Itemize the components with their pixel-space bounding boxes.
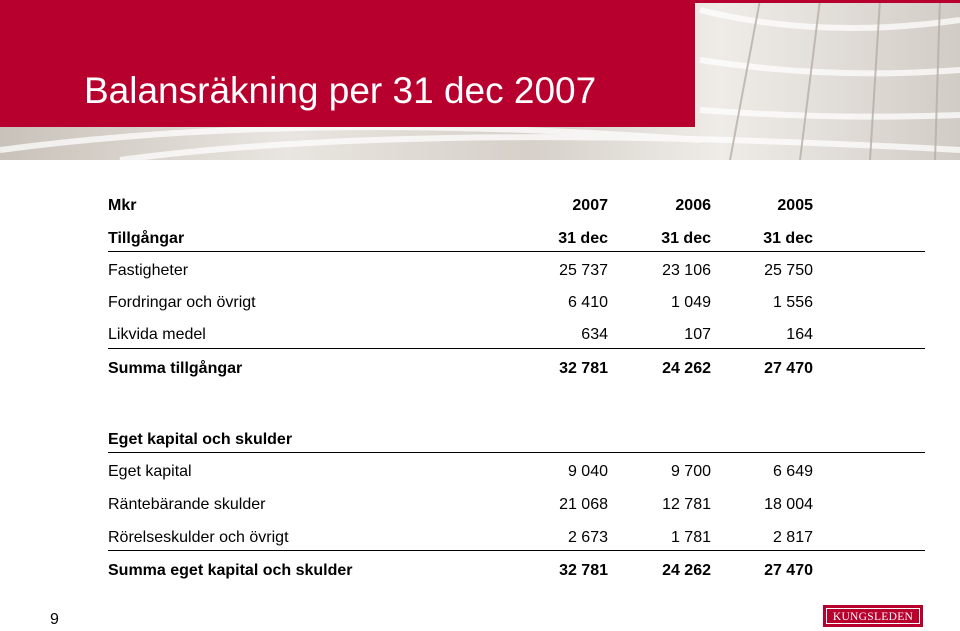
table-row [108, 262, 925, 286]
cell-2007: 2 673 [567, 529, 608, 546]
year-col-1: 2007 [572, 197, 608, 214]
page-number: 9 [50, 611, 59, 628]
cell-2006: 9 700 [670, 463, 711, 480]
cell-2006: 107 [684, 326, 711, 343]
table-row [108, 326, 925, 350]
cell-2006: 23 106 [662, 262, 711, 279]
cell-2006: 1 049 [670, 294, 711, 311]
cell-2007: 21 068 [559, 496, 608, 513]
cell-2007: 32 781 [559, 562, 608, 579]
year-col-3: 2005 [777, 197, 813, 214]
table-row [108, 294, 925, 318]
table-row [108, 496, 925, 520]
cell-2005: 25 750 [764, 262, 813, 279]
row-label: Fordringar och övrigt [108, 294, 256, 311]
row-label: Rörelseskulder och övrigt [108, 529, 289, 546]
cell-2005: 2 817 [772, 529, 813, 546]
date-col-2: 31 dec [661, 230, 711, 247]
year-col-2: 2006 [675, 197, 711, 214]
cell-2005: 1 556 [772, 294, 813, 311]
divider [108, 550, 925, 551]
cell-2005: 27 470 [764, 562, 813, 579]
total-row-assets [108, 360, 925, 384]
unit-label: Mkr [108, 197, 137, 214]
cell-2007: 32 781 [559, 360, 608, 377]
row-label: Summa tillgångar [108, 360, 243, 377]
row-label: Fastigheter [108, 262, 189, 279]
table-row [108, 463, 925, 487]
date-col-1: 31 dec [558, 230, 608, 247]
cell-2007: 6 410 [567, 294, 608, 311]
row-label: Likvida medel [108, 326, 206, 343]
logo-text: KUNGSLEDEN [826, 608, 920, 624]
date-col-3: 31 dec [763, 230, 813, 247]
row-label: Summa eget kapital och skulder [108, 562, 353, 579]
cell-2006: 1 781 [670, 529, 711, 546]
divider [108, 348, 925, 349]
row-label: Eget kapital [108, 463, 192, 480]
cell-2006: 12 781 [662, 496, 711, 513]
total-row-equity [108, 562, 925, 586]
banner-top-line [695, 0, 960, 3]
section-heading-assets: Tillgångar [108, 230, 185, 247]
slide-title: Balansräkning per 31 dec 2007 [84, 70, 597, 111]
cell-2006: 24 262 [662, 562, 711, 579]
cell-2005: 6 649 [772, 463, 813, 480]
cell-2006: 24 262 [662, 360, 711, 377]
cell-2007: 634 [581, 326, 608, 343]
cell-2007: 25 737 [559, 262, 608, 279]
header-banner [0, 0, 960, 160]
divider [108, 251, 925, 252]
cell-2005: 18 004 [764, 496, 813, 513]
row-label: Räntebärande skulder [108, 496, 266, 513]
cell-2005: 164 [786, 326, 813, 343]
cell-2005: 27 470 [764, 360, 813, 377]
section-heading-equity: Eget kapital och skulder [108, 431, 293, 448]
table-header-years [108, 197, 925, 221]
kungsleden-logo [823, 605, 923, 627]
divider [108, 452, 925, 453]
cell-2007: 9 040 [567, 463, 608, 480]
